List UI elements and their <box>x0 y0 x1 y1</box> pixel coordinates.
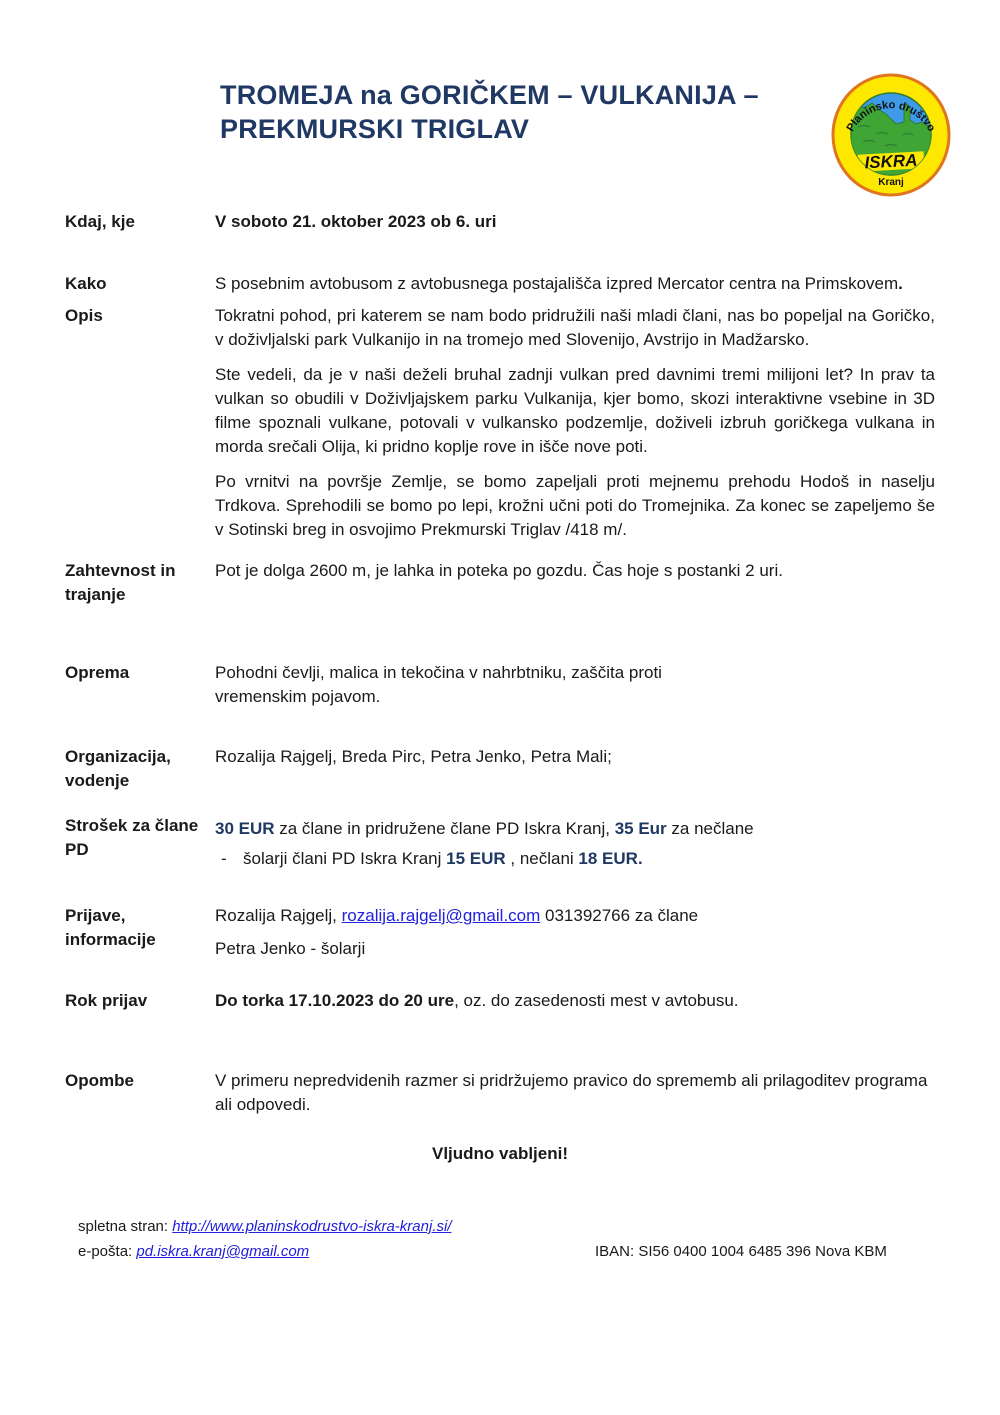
oprema-line1: Pohodni čevlji, malica in tekočina v nahrbtniku, zaščita proti <box>215 663 662 682</box>
strosek-line2-pre: šolarji člani PD Iskra Kranj <box>243 849 447 868</box>
opis-paragraph-2: Ste vedeli, da je v naši deželi bruhal zadnji vulkan pred davnimi tremi milijoni let? In prav ta vulkan so obudili v Doživljajskem parku Vulkanija, kjer bomo, skozi interaktivne vsebine in 3D filme spoznali vulkane, potovali v vulkansko podzemlje, doživeli izbruh goričkega vulkana in morda srečali Olija, ki pridno koplje rove in išče nove poti. <box>215 365 935 456</box>
strosek-mid1: za člane in pridružene člane PD Iskra Kranj, <box>274 819 615 838</box>
page-title <box>220 78 830 146</box>
strosek-line2-mid: , nečlani <box>505 849 579 868</box>
section-text-zahtevnost: Pot je dolga 2600 m, je lahka in poteka po gozdu. Čas hoje s postanki 2 uri. <box>215 561 783 580</box>
contact-email-link[interactable]: rozalija.rajgelj@gmail.com <box>341 906 541 925</box>
email-label: e-pošta: <box>78 1243 137 1260</box>
section-text-prijave <box>215 904 935 961</box>
logo-club-name: ISKRA <box>864 150 918 173</box>
page-title-line1: TROMEJA na GORIČKEM – VULKANIJA – <box>220 80 759 110</box>
prijave-line1 <box>215 904 935 928</box>
oprema-line2: vremenskim pojavom. <box>215 687 381 706</box>
section-rok-prijav <box>65 989 935 1013</box>
website-link[interactable]: http://www.planinskodrustvo-iskra-kranj.si/ <box>172 1218 452 1235</box>
section-oprema <box>65 661 935 709</box>
section-label-opis: Opis <box>65 306 103 325</box>
strosek-end1: za nečlane <box>666 819 754 838</box>
logo-top-text: Planinsko društvo <box>844 99 938 134</box>
section-organizacija <box>65 745 935 793</box>
prijave-line2: Petra Jenko - šolarji <box>215 939 366 958</box>
section-strosek <box>65 814 935 874</box>
price-pupils-members: 15 EUR <box>446 849 506 868</box>
rok-deadline: Do torka 17.10.2023 do 20 ure <box>215 991 455 1010</box>
iban-text: IBAN: SI56 0400 1004 6485 396 Nova KBM <box>595 1243 887 1260</box>
section-kako <box>65 272 935 296</box>
footer <box>65 1214 935 1264</box>
section-text-opis <box>215 304 935 542</box>
section-label-zahtevnost: Zahtevnost in trajanje <box>65 561 176 604</box>
section-label-organizacija: Organizacija, vodenje <box>65 747 171 790</box>
price-nonmembers: 35 Eur <box>614 819 667 838</box>
footer-email-link[interactable]: pd.iskra.kranj@gmail.com <box>136 1243 310 1260</box>
section-text-kdaj: V soboto 21. oktober 2023 ob 6. uri <box>215 212 497 231</box>
section-text-organizacija: Rozalija Rajgelj, Breda Pirc, Petra Jenko, Petra Mali; <box>215 747 612 766</box>
logo-city: Kranj <box>878 177 904 188</box>
section-text-kako <box>215 272 935 296</box>
section-label-opombe: Opombe <box>65 1071 134 1090</box>
kako-text: S posebnim avtobusom z avtobusnega postajališča izpred Mercator centra na Primskovem <box>215 274 899 293</box>
section-text-rok <box>215 989 935 1013</box>
website-label: spletna stran: <box>78 1218 173 1235</box>
section-text-strosek <box>215 814 935 874</box>
club-logo-graphic <box>830 72 952 198</box>
price-members: 30 EUR <box>215 819 275 838</box>
strosek-line1 <box>215 814 935 844</box>
strosek-line2-text <box>243 844 643 874</box>
club-logo <box>830 72 952 198</box>
kako-period: . <box>898 274 903 293</box>
section-label-oprema: Oprema <box>65 663 130 682</box>
prijave-line1-post: 031392766 za člane <box>540 906 699 925</box>
section-label-rok: Rok prijav <box>65 991 148 1010</box>
prijave-line1-pre: Rozalija Rajgelj, <box>215 906 342 925</box>
rok-rest: , oz. do zasedenosti mest v avtobusu. <box>454 991 739 1010</box>
section-opis <box>65 304 935 542</box>
page-title-line2: PREKMURSKI TRIGLAV <box>220 114 530 144</box>
section-text-oprema <box>215 661 935 709</box>
list-dash: - <box>221 849 227 868</box>
section-label-strosek: Strošek za člane PD <box>65 816 199 859</box>
closing-invitation: Vljudno vabljeni! <box>431 1144 568 1163</box>
opis-paragraph-3: Po vrnitvi na površje Zemlje, se bomo zapeljali proti mejnemu prehodu Hodoš in naselju Trdkova. Sprehodili se bomo po lepi, krožni učni poti do Tromejnika. Za konec se zapeljemo še v Sotinski breg in osvojimo Prekmurski Triglav /418 m/. <box>215 472 935 539</box>
section-prijave <box>65 904 935 961</box>
strosek-line2-end: . <box>637 849 643 868</box>
section-label-kako: Kako <box>65 274 107 293</box>
section-kdaj-kje <box>65 210 935 234</box>
strosek-line2 <box>215 844 935 874</box>
price-pupils-nonmembers: 18 EUR <box>578 849 638 868</box>
opis-paragraph-1: Tokratni pohod, pri katerem se nam bodo pridružili naši mladi člani, nas bo popeljal na Goričko, v doživljalski park Vulkanijo in na tromejo med Slovenijo, Avstrijo in Madžarsko. <box>215 306 935 349</box>
section-label-prijave: Prijave, informacije <box>65 906 156 949</box>
section-label-kdaj: Kdaj, kje <box>65 212 135 231</box>
footer-website-line <box>78 1214 935 1239</box>
section-text-opombe: V primeru nepredvidenih razmer si pridržujemo pravico do sprememb ali prilagoditev programa ali odpovedi. <box>215 1071 928 1114</box>
section-zahtevnost <box>65 559 935 607</box>
section-opombe <box>65 1069 935 1117</box>
